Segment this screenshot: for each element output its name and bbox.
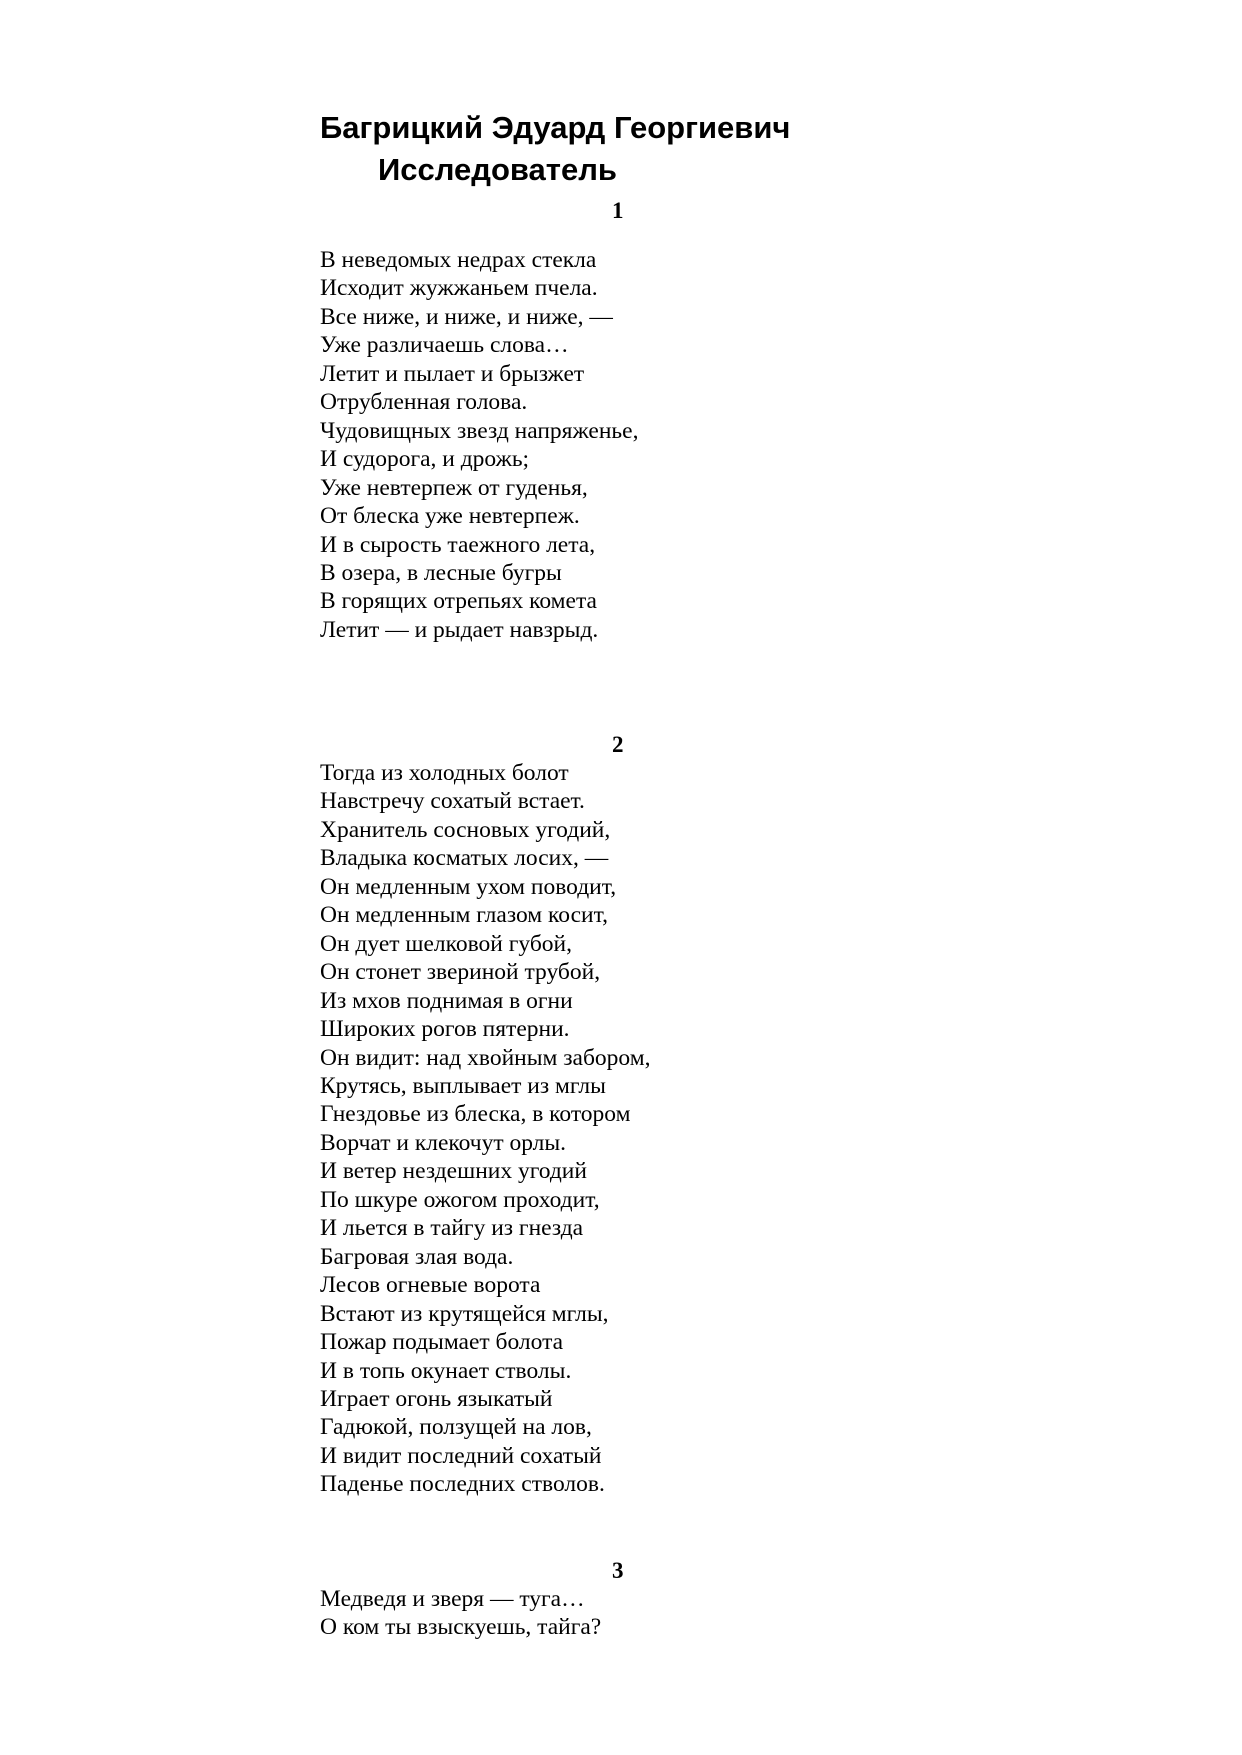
verse-line: От блеска уже невтерпеж. (320, 503, 580, 530)
verse-line: Летит — и рыдает навзрыд. (320, 616, 599, 643)
verse-line: По шкуре ожогом проходит, (320, 1186, 600, 1213)
verse-line: Встают из крутящейся мглы, (320, 1300, 609, 1327)
stanza-1 (320, 246, 638, 644)
poem-title: Исследователь (378, 152, 617, 187)
verse-line: Хранитель сосновых угодий, (320, 816, 611, 843)
verse-line: Он стонет звериной трубой, (320, 959, 601, 986)
verse-line: Гадюкой, ползущей на лов, (320, 1414, 592, 1441)
verse-line: В горящих отрепьях комета (320, 588, 597, 615)
verse-line: Летит и пылает и брызжет (320, 360, 585, 387)
verse-line: Гнездовье из блеска, в котором (320, 1101, 631, 1128)
verse-line: Паденье последних стволов. (320, 1471, 605, 1498)
verse-line: Он медленным глазом косит, (320, 902, 608, 929)
verse-line: В неведомых недрах стекла (320, 247, 597, 273)
verse-line: Медведя и зверя — туга… (320, 1586, 585, 1612)
verse-line: И в сырость таежного лета, (320, 531, 596, 558)
verse-line: И видит последний сохатый (320, 1442, 602, 1469)
verse-line: Исходит жужжаньем пчела. (320, 275, 598, 302)
stanza-3 (320, 1585, 601, 1642)
section-number: 3 (612, 1558, 624, 1583)
verse-line: Чудовищных звезд напряженье, (320, 417, 639, 444)
verse-line: В озера, в лесные бугры (320, 559, 562, 586)
verse-line: Лесов огневые ворота (320, 1272, 541, 1299)
verse-line: Владыка косматых лосих, — (320, 845, 609, 872)
verse-line: И в топь окунает стволы. (320, 1357, 572, 1384)
verse-line: Он дует шелковой губой, (320, 930, 572, 957)
section-number: 2 (612, 732, 624, 757)
verse-line: Ворчат и клекочут орлы. (320, 1129, 567, 1156)
verse-line: Багровая злая вода. (320, 1243, 514, 1270)
verse-line: Уже различаешь слова… (320, 332, 569, 359)
verse-line: Играет огонь языкатый (320, 1385, 553, 1412)
verse-line: Из мхов поднимая в огни (320, 987, 573, 1014)
verse-line: Пожар подымает болота (320, 1329, 564, 1356)
verse-line: Навстречу сохатый встает. (320, 788, 585, 815)
verse-line: Тогда из холодных болот (320, 760, 569, 786)
stanza-2 (320, 759, 650, 1499)
verse-line: Крутясь, выплывает из мглы (320, 1072, 606, 1099)
section-number: 1 (612, 198, 624, 223)
verse-line: И ветер нездешних угодий (320, 1158, 587, 1185)
verse-line: И льется в тайгу из гнезда (320, 1215, 584, 1242)
verse-line: Он видит: над хвойным забором, (320, 1044, 651, 1071)
verse-line: Он медленным ухом поводит, (320, 873, 617, 900)
author-name: Багрицкий Эдуард Георгиевич (320, 110, 791, 145)
verse-line: Отрубленная голова. (320, 389, 528, 416)
verse-line: Широких рогов пятерни. (320, 1016, 570, 1043)
verse-line: Все ниже, и ниже, и ниже, — (320, 303, 613, 330)
verse-line: О ком ты взыскуешь, тайга? (320, 1614, 602, 1641)
verse-line: И судорога, и дрожь; (320, 446, 530, 473)
verse-line: Уже невтерпеж от гуденья, (320, 474, 588, 501)
